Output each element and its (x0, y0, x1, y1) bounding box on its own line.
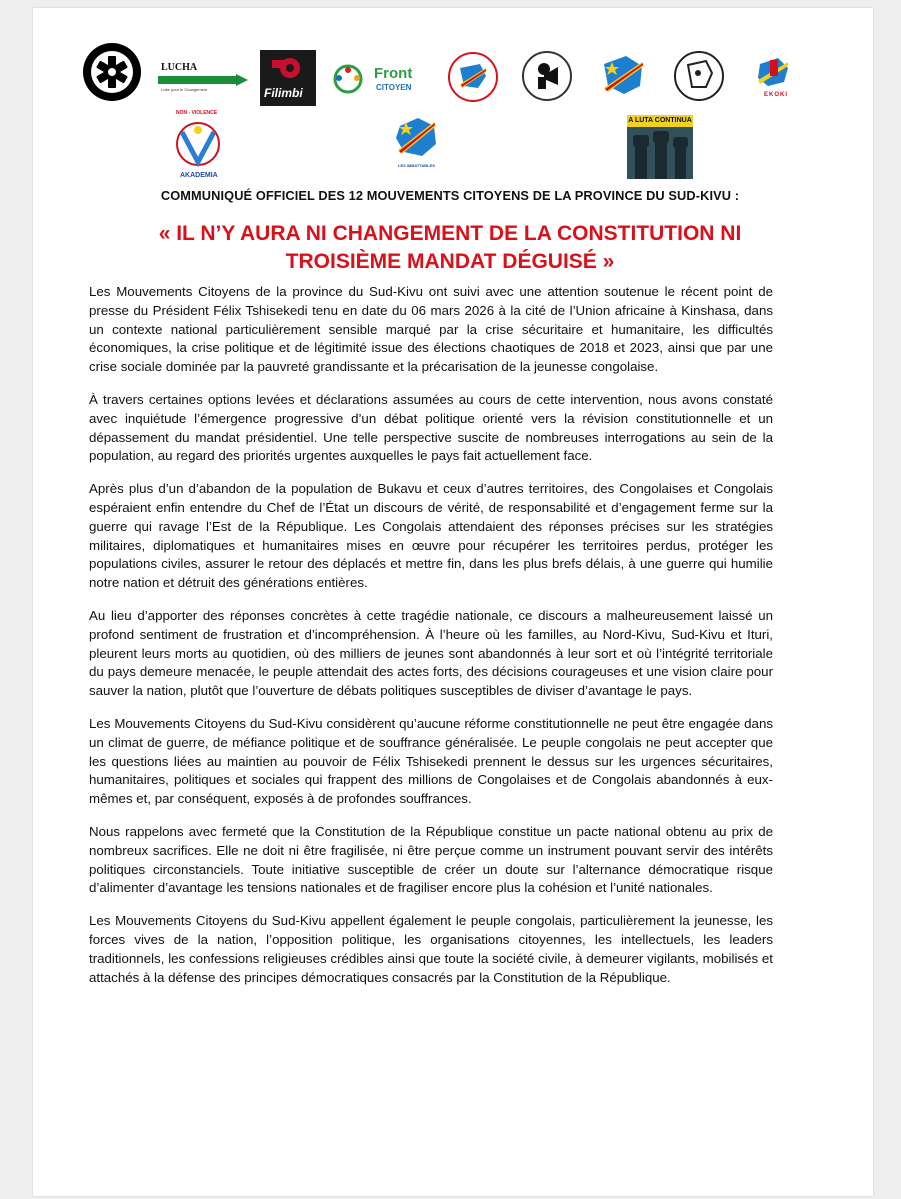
citoyen-label: CITOYEN (376, 83, 412, 92)
paragraph-3: Après plus d’un d’abandon de la population de Bukavu et ceux d’autres territoires, des Congolaises et Congolais espéraient enfin entendre du Chef de l’État un discours de vérité, de responsabilité et d’engagement ferme sur la guerre qui ravage l’Est de la République. Les Congolais attendaient des réponses précises sur les stratégies militaires, diplomatiques et humanitaires mises en œuvre pour récupérer les territoires perdus, protéger les populations civiles, assurer le retour des déplacés et mettre fin, dans les plus brefs délais, à une guerre qui humilie notre nation et détruit des générations entières. (89, 481, 773, 591)
imbattables-logo (392, 114, 444, 170)
drc-map-logo-1 (598, 52, 650, 98)
drc-map-icon-2 (392, 114, 444, 162)
megaphone-logo (522, 51, 572, 101)
front-label: Front (374, 65, 413, 82)
paragraph-5: Les Mouvements Citoyens du Sud-Kivu considèrent qu’aucune réforme constitutionnelle ne peut être engagée dans un climat de guerre, de méfiance politique et de souffrance généralisée. Le peuple congolais ne peut accepter que les questions liées au maintien au pouvoir de Félix Tshisekedi prennent le dessus sur les urgences sécuritaires, humanitaires, politiques et sociales qui frappent des millions de Congolaises et de Congolais abandonnés à eux-mêmes et, par conséquent, exposés à de profondes souffrances. (89, 715, 773, 807)
title-line-2: TROISIÈME MANDAT DÉGUISÉ » (285, 250, 615, 273)
megaphone-icon (524, 53, 570, 99)
a-luta-continua-logo (627, 115, 693, 179)
people-circle-icon (330, 62, 366, 96)
lucha-tagline: Lutte pour le Changement (161, 87, 208, 92)
akademia-circle-icon (172, 118, 224, 170)
paragraph-4: Au lieu d’apporter des réponses concrètes à cette tragédie nationale, ce discours a malheureusement laissé un profond sentiment de frustration et d’incompréhension. À l’heure où les familles, au Nord-Kivu, Sud-Kivu et Ituri, pleurent leurs morts au quotidien, où des milliers de jeunes sont abandonnés à leur sort et où l’intégrité territoriale du pays demeure menacée, le peuple attendait des actes forts, des décisions courageuses et une vision claire pour sauver la nation, plutôt que l’ouverture de débats politiques susceptibles de diviser d’avantage le pays. (89, 607, 773, 699)
paragraph-7: Les Mouvements Citoyens du Sud-Kivu appellent également le peuple congolais, particulièrement la jeunesse, les forces vives de la nation, l’opposition politique, les organisations citoyennes, les intellectuels, les leaders traditionnels, les confessions religieuses crédibles ainsi que toute la société civile, à demeurer vigilants, mobilisés et attachés à la défense des principes démocratiques consacrés par la Constitution de la République. (89, 913, 773, 985)
paragraph-6: Nous rappelons avec fermeté que la Constitution de la République constitue un pacte national obtenu au prix de nombreux sacrifices. Elle ne doit ni être fragilisée, ni être perçue comme un instrument pouvant servir des intérêts politiques circonstanciels. Toute initiative susceptible de créer un doute sur l’alternance démocratique risque d’alimenter d’avantage les tensions nationales et de fragiliser encore plus la cohésion et l’unité nationales. (89, 823, 773, 896)
a-luta-label: A LUTA CONTINUA (627, 115, 693, 127)
movement-circle-logo-1 (448, 52, 498, 102)
communique-subheading: COMMUNIQUÉ OFFICIEL DES 12 MOUVEMENTS CITOYENS DE LA PROVINCE DU SUD-KIVU : (160, 188, 740, 203)
ekoki-label: EKOKI (764, 92, 789, 98)
akademia-bottom-label: AKADEMIA (180, 172, 218, 179)
fist-drc-icon (748, 50, 800, 92)
drc-map-icon (450, 54, 496, 100)
star-of-life-logo (83, 43, 141, 101)
ekoki-logo (748, 50, 800, 102)
whistle-icon (260, 50, 316, 90)
drc-flag-map-icon (598, 52, 650, 98)
lucha-name: LUCHA (161, 62, 198, 73)
filimbi-logo (260, 50, 316, 106)
arrow-icon (158, 74, 248, 86)
document-body (89, 283, 773, 1001)
filimbi-label: Filimbi (264, 86, 303, 100)
paragraph-2: À travers certaines options levées et déclarations assumées au cours de cette intervention, nous avons constaté avec inquiétude l’émergence progressive d’un débat politique orienté vers la révision constitutionnelle et un dépassement du mandat présidentiel. Une telle perspective suscite de nombreuses interrogations au sein de la population, au regard des priorités urgentes auxquelles le pays fait actuellement face. (89, 391, 773, 464)
map-outline-icon (676, 53, 722, 99)
voix-logo (674, 51, 724, 101)
lucha-logo (158, 60, 248, 90)
title-line-1: « IL N’Y AURA NI CHANGEMENT DE LA CONSTITUTION NI (158, 222, 742, 245)
front-citoyen-logo (330, 62, 428, 98)
akademia-logo (168, 110, 228, 182)
raised-fists-icon (627, 127, 693, 179)
paragraph-1: Les Mouvements Citoyens de la province du Sud-Kivu ont suivi avec une attention soutenue le récent point de presse du Président Félix Tshisekedi tenu en date du 06 mars 2026 à la cité de l’Union africaine à Kinshasa, dans un contexte national particulièrement sensible marqué par la crise sécuritaire et humanitaire, les difficultés économiques, la crise politique et de légitimité issue des élections chaotiques de 2018 et 2023, ainsi que par une crise sociale dominée par la pauvreté grandissante et la précarisation de la jeunesse congolaise. (89, 284, 773, 375)
akademia-top-label: NON - VIOLENCE (176, 110, 218, 116)
star-of-life-icon (83, 43, 141, 101)
imbattables-label: LES IMBATTABLES (398, 163, 435, 168)
